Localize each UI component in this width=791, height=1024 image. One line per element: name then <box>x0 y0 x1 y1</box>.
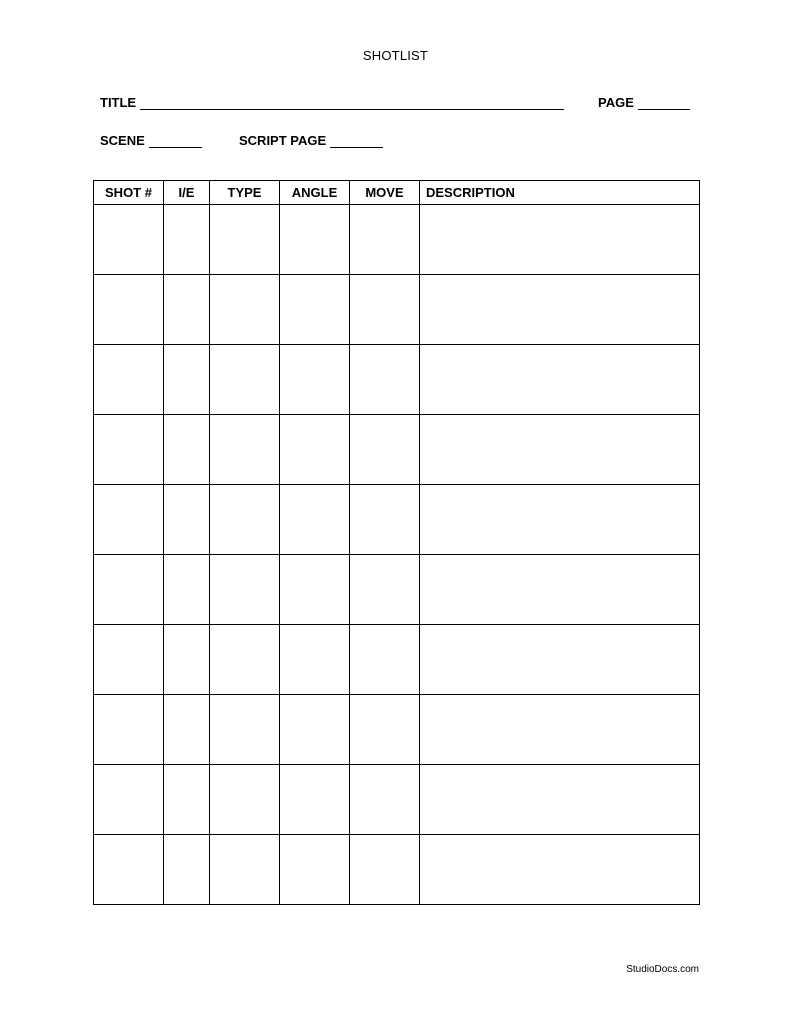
cell-angle[interactable] <box>280 415 350 485</box>
cell-shot-number[interactable] <box>94 695 164 765</box>
cell-type[interactable] <box>210 765 280 835</box>
cell-description[interactable] <box>420 275 700 345</box>
cell-angle[interactable] <box>280 345 350 415</box>
table-row <box>94 695 700 765</box>
cell-description[interactable] <box>420 345 700 415</box>
cell-description[interactable] <box>420 415 700 485</box>
cell-shot-number[interactable] <box>94 485 164 555</box>
cell-angle[interactable] <box>280 485 350 555</box>
cell-interior-exterior[interactable] <box>164 835 210 905</box>
cell-type[interactable] <box>210 625 280 695</box>
cell-interior-exterior[interactable] <box>164 555 210 625</box>
shotlist-table <box>93 180 700 905</box>
cell-type[interactable] <box>210 835 280 905</box>
cell-shot-number[interactable] <box>94 415 164 485</box>
cell-type[interactable] <box>210 415 280 485</box>
cell-angle[interactable] <box>280 695 350 765</box>
table-row <box>94 555 700 625</box>
cell-type[interactable] <box>210 275 280 345</box>
cell-angle[interactable] <box>280 835 350 905</box>
table-row <box>94 275 700 345</box>
page-label: PAGE <box>598 95 634 110</box>
header-shot-number: SHOT # <box>94 181 164 205</box>
cell-description[interactable] <box>420 835 700 905</box>
table-row <box>94 415 700 485</box>
cell-shot-number[interactable] <box>94 625 164 695</box>
footer-credit: StudioDocs.com <box>626 964 699 975</box>
cell-description[interactable] <box>420 205 700 275</box>
cell-shot-number[interactable] <box>94 205 164 275</box>
cell-type[interactable] <box>210 345 280 415</box>
table-row <box>94 485 700 555</box>
script-page-field <box>239 133 383 148</box>
table-row <box>94 835 700 905</box>
cell-move[interactable] <box>350 625 420 695</box>
cell-move[interactable] <box>350 485 420 555</box>
cell-move[interactable] <box>350 345 420 415</box>
cell-angle[interactable] <box>280 205 350 275</box>
cell-move[interactable] <box>350 765 420 835</box>
header-type: TYPE <box>210 181 280 205</box>
page-input-line[interactable] <box>638 97 690 110</box>
table-row <box>94 205 700 275</box>
table-header-row <box>94 181 700 205</box>
table-row <box>94 765 700 835</box>
cell-interior-exterior[interactable] <box>164 765 210 835</box>
cell-interior-exterior[interactable] <box>164 625 210 695</box>
cell-description[interactable] <box>420 555 700 625</box>
scene-field <box>100 133 202 148</box>
cell-type[interactable] <box>210 695 280 765</box>
script-page-label: SCRIPT PAGE <box>239 133 327 148</box>
cell-interior-exterior[interactable] <box>164 485 210 555</box>
document-title: SHOTLIST <box>362 48 429 63</box>
cell-move[interactable] <box>350 835 420 905</box>
cell-move[interactable] <box>350 205 420 275</box>
header-interior-exterior: I/E <box>164 181 210 205</box>
cell-interior-exterior[interactable] <box>164 205 210 275</box>
scene-label: SCENE <box>100 133 145 148</box>
cell-type[interactable] <box>210 555 280 625</box>
cell-shot-number[interactable] <box>94 835 164 905</box>
title-field <box>100 95 564 110</box>
cell-description[interactable] <box>420 765 700 835</box>
title-input-line[interactable] <box>140 97 564 110</box>
cell-shot-number[interactable] <box>94 275 164 345</box>
cell-move[interactable] <box>350 555 420 625</box>
table-row <box>94 625 700 695</box>
cell-shot-number[interactable] <box>94 555 164 625</box>
cell-angle[interactable] <box>280 275 350 345</box>
cell-interior-exterior[interactable] <box>164 415 210 485</box>
table-row <box>94 345 700 415</box>
cell-interior-exterior[interactable] <box>164 345 210 415</box>
cell-description[interactable] <box>420 625 700 695</box>
cell-description[interactable] <box>420 485 700 555</box>
cell-angle[interactable] <box>280 625 350 695</box>
cell-type[interactable] <box>210 485 280 555</box>
cell-angle[interactable] <box>280 765 350 835</box>
page-field <box>598 95 690 110</box>
cell-move[interactable] <box>350 275 420 345</box>
title-label: TITLE <box>100 95 137 110</box>
cell-interior-exterior[interactable] <box>164 275 210 345</box>
header-description: DESCRIPTION <box>420 181 700 205</box>
script-page-input-line[interactable] <box>330 135 383 148</box>
cell-shot-number[interactable] <box>94 765 164 835</box>
cell-interior-exterior[interactable] <box>164 695 210 765</box>
header-angle: ANGLE <box>280 181 350 205</box>
cell-move[interactable] <box>350 695 420 765</box>
cell-move[interactable] <box>350 415 420 485</box>
cell-angle[interactable] <box>280 555 350 625</box>
scene-input-line[interactable] <box>149 135 202 148</box>
header-move: MOVE <box>350 181 420 205</box>
cell-type[interactable] <box>210 205 280 275</box>
cell-shot-number[interactable] <box>94 345 164 415</box>
cell-description[interactable] <box>420 695 700 765</box>
